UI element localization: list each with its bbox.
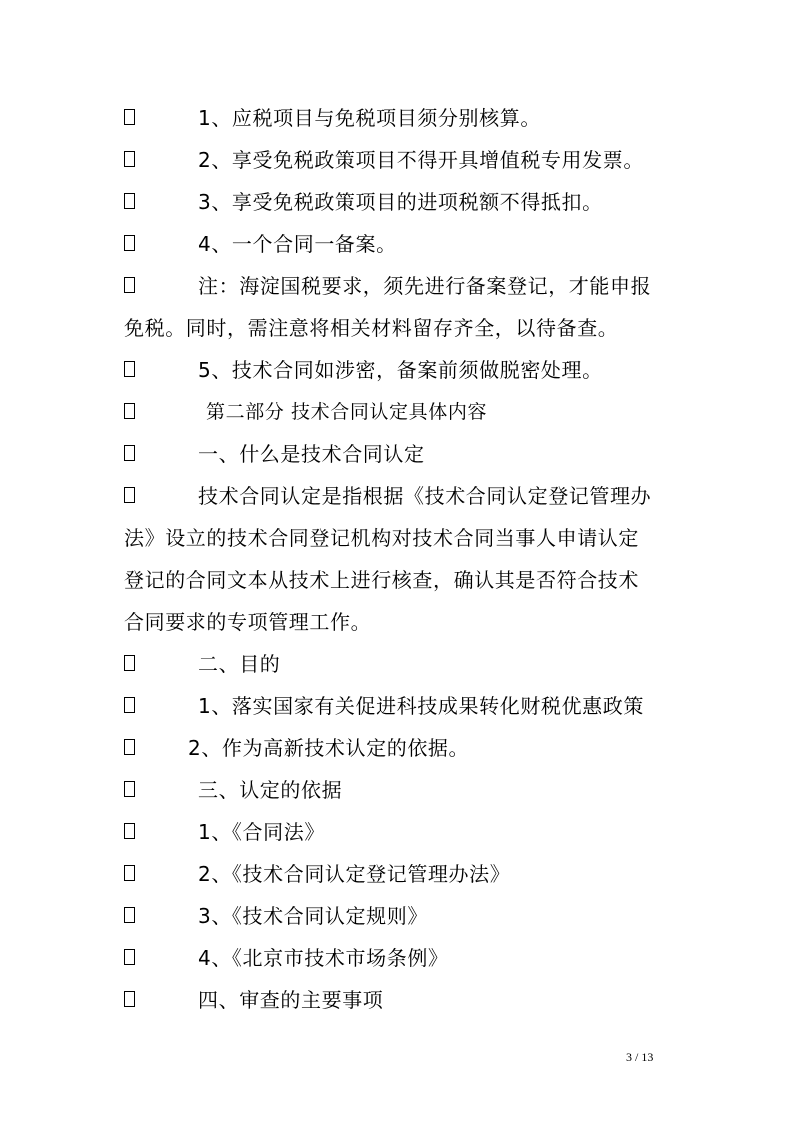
line-text: 1、《合同法》 <box>198 820 325 844</box>
missing-glyph-box-icon <box>124 193 135 209</box>
line-text: 2、《技术合同认定登记管理办法》 <box>198 862 511 886</box>
missing-glyph-box-icon <box>124 907 135 923</box>
missing-glyph-box-icon <box>124 655 135 671</box>
line-text: 二、目的 <box>198 652 281 676</box>
missing-glyph-box-icon <box>124 991 135 1007</box>
text-line <box>0 394 800 430</box>
text-line <box>0 856 800 892</box>
line-text: 四、审查的主要事项 <box>198 988 384 1012</box>
line-text: 一、什么是技术合同认定 <box>198 442 425 466</box>
missing-glyph-box-icon <box>124 697 135 713</box>
text-line <box>0 814 800 850</box>
line-text: 2、作为高新技术认定的依据。 <box>188 736 470 760</box>
text-line <box>0 982 800 1018</box>
line-text: 合同要求的专项管理工作。 <box>124 610 372 634</box>
line-text: 2、享受免税政策项目不得开具增值税专用发票。 <box>198 148 644 172</box>
line-text: 免税。同时，需注意将相关材料留存齐全，以待备查。 <box>124 316 619 340</box>
text-line <box>0 310 800 346</box>
line-text: 1、落实国家有关促进科技成果转化财税优惠政策 <box>198 694 644 718</box>
text-line <box>0 646 800 682</box>
line-text: 1、应税项目与免税项目须分别核算。 <box>198 106 541 130</box>
text-line <box>0 898 800 934</box>
missing-glyph-box-icon <box>124 403 135 419</box>
line-text: 3、《技术合同认定规则》 <box>198 904 428 928</box>
line-text: 注：海淀国税要求，须先进行备案登记，才能申报 <box>198 274 652 298</box>
missing-glyph-box-icon <box>124 823 135 839</box>
missing-glyph-box-icon <box>124 235 135 251</box>
line-text: 5、技术合同如涉密，备案前须做脱密处理。 <box>198 358 603 382</box>
missing-glyph-box-icon <box>124 361 135 377</box>
text-line <box>0 604 800 640</box>
text-line <box>0 268 800 304</box>
text-line <box>0 184 800 220</box>
missing-glyph-box-icon <box>124 487 135 503</box>
missing-glyph-box-icon <box>124 781 135 797</box>
line-text: 第二部分 技术合同认定具体内容 <box>206 401 488 423</box>
text-line <box>0 520 800 556</box>
text-line <box>0 940 800 976</box>
missing-glyph-box-icon <box>124 277 135 293</box>
text-line <box>0 688 800 724</box>
missing-glyph-box-icon <box>124 151 135 167</box>
text-line <box>0 142 800 178</box>
line-text: 3、享受免税政策项目的进项税额不得抵扣。 <box>198 190 603 214</box>
missing-glyph-box-icon <box>124 739 135 755</box>
line-text: 三、认定的依据 <box>198 778 343 802</box>
missing-glyph-box-icon <box>124 109 135 125</box>
missing-glyph-box-icon <box>124 865 135 881</box>
text-line <box>0 562 800 598</box>
text-line <box>0 772 800 808</box>
line-text: 法》设立的技术合同登记机构对技术合同当事人申请认定 <box>124 526 639 550</box>
line-text: 登记的合同文本从技术上进行核查，确认其是否符合技术 <box>124 568 639 592</box>
text-line <box>0 226 800 262</box>
line-text: 技术合同认定是指根据《技术合同认定登记管理办 <box>198 484 652 508</box>
text-line <box>0 352 800 388</box>
text-line <box>0 478 800 514</box>
text-line <box>0 436 800 472</box>
missing-glyph-box-icon <box>124 949 135 965</box>
text-line <box>0 100 800 136</box>
missing-glyph-box-icon <box>124 445 135 461</box>
line-text: 4、《北京市技术市场条例》 <box>198 946 449 970</box>
text-line <box>0 730 800 766</box>
line-text: 4、一个合同一备案。 <box>198 232 397 256</box>
page-number: 3 / 13 <box>626 1050 654 1064</box>
